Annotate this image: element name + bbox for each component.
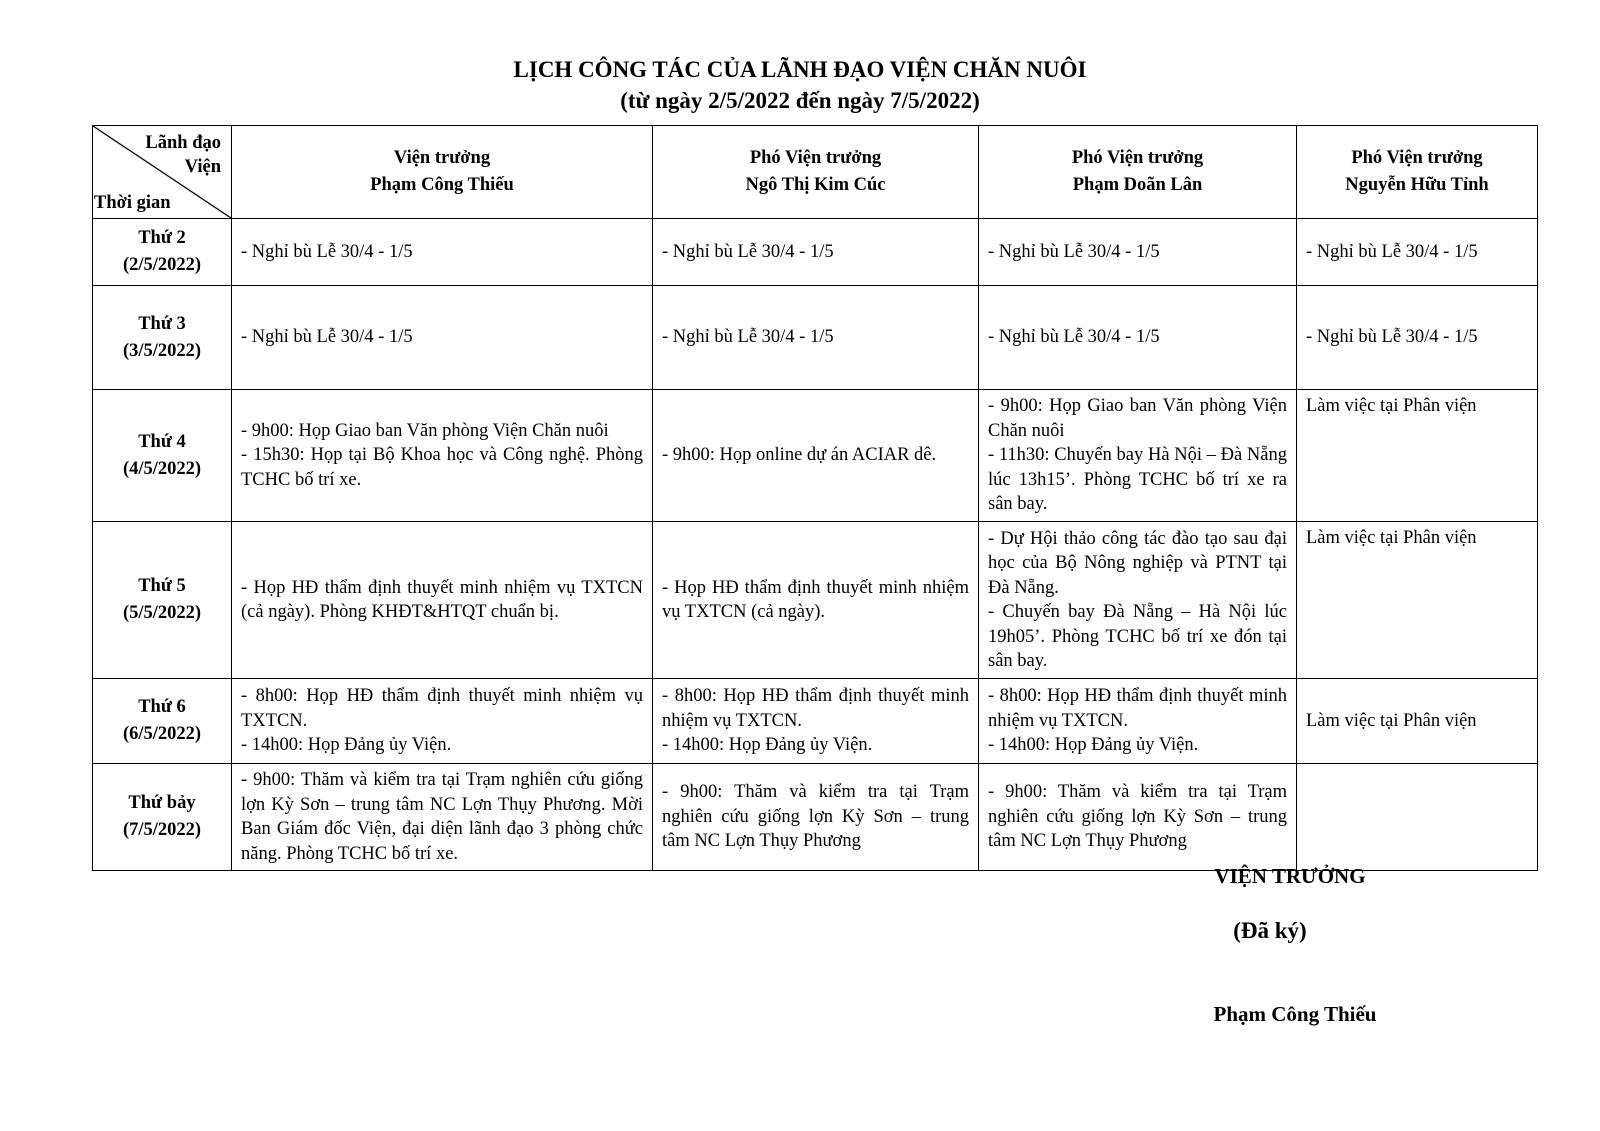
schedule-cell: [653, 219, 979, 286]
column-role: Phó Viện trưởng: [1351, 148, 1483, 168]
day-label: Thứ 2: [138, 228, 186, 248]
schedule-cell-empty: [1297, 764, 1538, 871]
column-header: [232, 126, 653, 219]
schedule-entry: - 9h00: Họp Giao ban Văn phòng Viện Chăn nuôi: [988, 396, 1287, 441]
schedule-cell: [653, 522, 979, 679]
header-row: [93, 126, 1538, 219]
table-row: [93, 219, 1538, 286]
schedule-entry: - 9h00: Thăm và kiểm tra tại Trạm nghiên cứu giống lợn Kỳ Sơn – trung tâm NC Lợn Thụy Phương. Mời Ban Giám đốc Viện, đại diện lãnh đạo 3 phòng chức năng. Phòng TCHC bố trí xe.: [241, 770, 643, 864]
title-line-1: LỊCH CÔNG TÁC CỦA LÃNH ĐẠO VIỆN CHĂN NUÔI: [513, 57, 1087, 82]
day-cell: [93, 219, 232, 286]
document-title: [0, 54, 1600, 116]
corner-leader-label: Lãnh đạo Viện: [145, 133, 221, 177]
column-header: [653, 126, 979, 219]
table-row: [93, 679, 1538, 764]
corner-time-label: Thời gian: [94, 193, 171, 213]
schedule-entry: Làm việc tại Phân viện: [1306, 396, 1477, 416]
schedule-entry: - 15h30: Họp tại Bộ Khoa học và Công nghệ. Phòng TCHC bố trí xe.: [241, 445, 643, 490]
schedule-entry: - 8h00: Họp HĐ thẩm định thuyết minh nhiệm vụ TXTCN.: [662, 686, 969, 731]
day-date: (5/5/2022): [122, 603, 202, 623]
schedule-entry: - Họp HĐ thẩm định thuyết minh nhiệm vụ TXTCN (cả ngày).: [662, 577, 969, 622]
schedule-cell: [232, 764, 653, 871]
schedule-cell: [653, 764, 979, 871]
day-label: Thứ 4: [138, 431, 186, 452]
schedule-entry: - Nghỉ bù Lễ 30/4 - 1/5: [662, 241, 834, 262]
schedule-entry: - Nghỉ bù Lễ 30/4 - 1/5: [988, 241, 1160, 262]
schedule-cell: [979, 764, 1297, 871]
schedule-cell: [979, 522, 1297, 679]
day-cell: [93, 522, 232, 679]
signature-status: (Đã ký): [1233, 918, 1307, 943]
column-role: Phó Viện trưởng: [1071, 148, 1204, 168]
schedule-cell: [1297, 390, 1538, 522]
day-date: (3/5/2022): [122, 340, 202, 361]
schedule-entry: - 9h00: Thăm và kiểm tra tại Trạm nghiên cứu giống lợn Kỳ Sơn – trung tâm NC Lợn Thụy Phương: [662, 782, 969, 852]
corner-header: [93, 126, 232, 219]
column-person: Phạm Doãn Lân: [1072, 175, 1203, 195]
schedule-cell: [232, 286, 653, 390]
table-row: [93, 286, 1538, 390]
column-role: Viện trưởng: [393, 148, 491, 168]
schedule-entry: - 14h00: Họp Đảng ủy Viện.: [662, 735, 873, 756]
schedule-entry: - 9h00: Họp online dự án ACIAR dê.: [662, 445, 937, 466]
table-row: [93, 764, 1538, 871]
schedule-entry: - 9h00: Thăm và kiểm tra tại Trạm nghiên cứu giống lợn Kỳ Sơn – trung tâm NC Lợn Thụy Phương: [988, 782, 1287, 852]
table-row: [93, 390, 1538, 522]
title-line-2: (từ ngày 2/5/2022 đến ngày 7/5/2022): [620, 88, 980, 113]
day-label: Thứ bảy: [128, 793, 196, 813]
schedule-cell: [979, 390, 1297, 522]
schedule-table: [92, 125, 1538, 871]
schedule-entry: - Nghỉ bù Lễ 30/4 - 1/5: [1306, 241, 1478, 262]
day-label: Thứ 5: [138, 576, 186, 596]
schedule-entry: - Nghỉ bù Lễ 30/4 - 1/5: [988, 327, 1160, 348]
schedule-cell: [653, 286, 979, 390]
schedule-entry: - 14h00: Họp Đảng ủy Viện.: [241, 735, 452, 756]
schedule-entry: - Nghỉ bù Lễ 30/4 - 1/5: [662, 327, 834, 348]
day-date: (2/5/2022): [122, 255, 202, 275]
schedule-entry: - Nghỉ bù Lễ 30/4 - 1/5: [241, 327, 413, 348]
signature-name: Phạm Công Thiếu: [1213, 1002, 1377, 1026]
schedule-entry: - 14h00: Họp Đảng ủy Viện.: [988, 735, 1199, 756]
column-header: [1297, 126, 1538, 219]
column-person: Ngô Thị Kim Cúc: [745, 175, 886, 195]
day-cell: [93, 286, 232, 390]
schedule-cell: [1297, 679, 1538, 764]
schedule-entry: - 8h00: Họp HĐ thẩm định thuyết minh nhiệm vụ TXTCN.: [988, 686, 1287, 731]
schedule-cell: [979, 219, 1297, 286]
schedule-entry: - 11h30: Chuyến bay Hà Nội – Đà Nẵng lúc 13h15’. Phòng TCHC bố trí xe ra sân bay.: [988, 445, 1287, 515]
schedule-cell: [979, 286, 1297, 390]
schedule-cell: [232, 390, 653, 522]
schedule-entry: - Chuyến bay Đà Nẵng – Hà Nội lúc 19h05’. Phòng TCHC bố trí xe đón tại sân bay.: [988, 602, 1287, 671]
schedule-entry: - 8h00: Họp HĐ thẩm định thuyết minh nhiệm vụ TXTCN.: [241, 686, 643, 731]
signature-title: VIỆN TRƯỞNG: [1214, 864, 1366, 888]
schedule-cell: [232, 679, 653, 764]
day-date: (7/5/2022): [122, 820, 202, 840]
column-person: Nguyễn Hữu Tỉnh: [1345, 175, 1489, 195]
schedule-cell: [232, 219, 653, 286]
schedule-entry: - Nghỉ bù Lễ 30/4 - 1/5: [1306, 327, 1478, 348]
schedule-cell: [653, 679, 979, 764]
column-role: Phó Viện trưởng: [749, 148, 882, 168]
schedule-entry: - Dự Hội thảo công tác đào tạo sau đại học của Bộ Nông nghiệp và PTNT tại Đà Nẵng.: [988, 528, 1287, 598]
schedule-cell: [232, 522, 653, 679]
table-row: [93, 522, 1538, 679]
column-header: [979, 126, 1297, 219]
day-date: (6/5/2022): [122, 724, 202, 744]
schedule-cell: [1297, 219, 1538, 286]
column-person: Phạm Công Thiếu: [370, 175, 514, 195]
schedule-entry: - Nghỉ bù Lễ 30/4 - 1/5: [241, 241, 413, 262]
schedule-entry: Làm việc tại Phân viện: [1306, 710, 1477, 731]
day-cell: [93, 390, 232, 522]
schedule-cell: [1297, 286, 1538, 390]
schedule-entry: - Họp HĐ thẩm định thuyết minh nhiệm vụ TXTCN (cả ngày). Phòng KHĐT&HTQT chuẩn bị.: [241, 577, 643, 622]
schedule-entry: - 9h00: Họp Giao ban Văn phòng Viện Chăn nuôi: [241, 420, 609, 441]
day-label: Thứ 6: [138, 697, 186, 717]
day-label: Thứ 3: [138, 313, 186, 334]
day-cell: [93, 679, 232, 764]
schedule-cell: [979, 679, 1297, 764]
schedule-cell: [1297, 522, 1538, 679]
day-date: (4/5/2022): [122, 458, 202, 479]
day-cell: [93, 764, 232, 871]
schedule-entry: Làm việc tại Phân viện: [1306, 528, 1477, 548]
schedule-cell: [653, 390, 979, 522]
